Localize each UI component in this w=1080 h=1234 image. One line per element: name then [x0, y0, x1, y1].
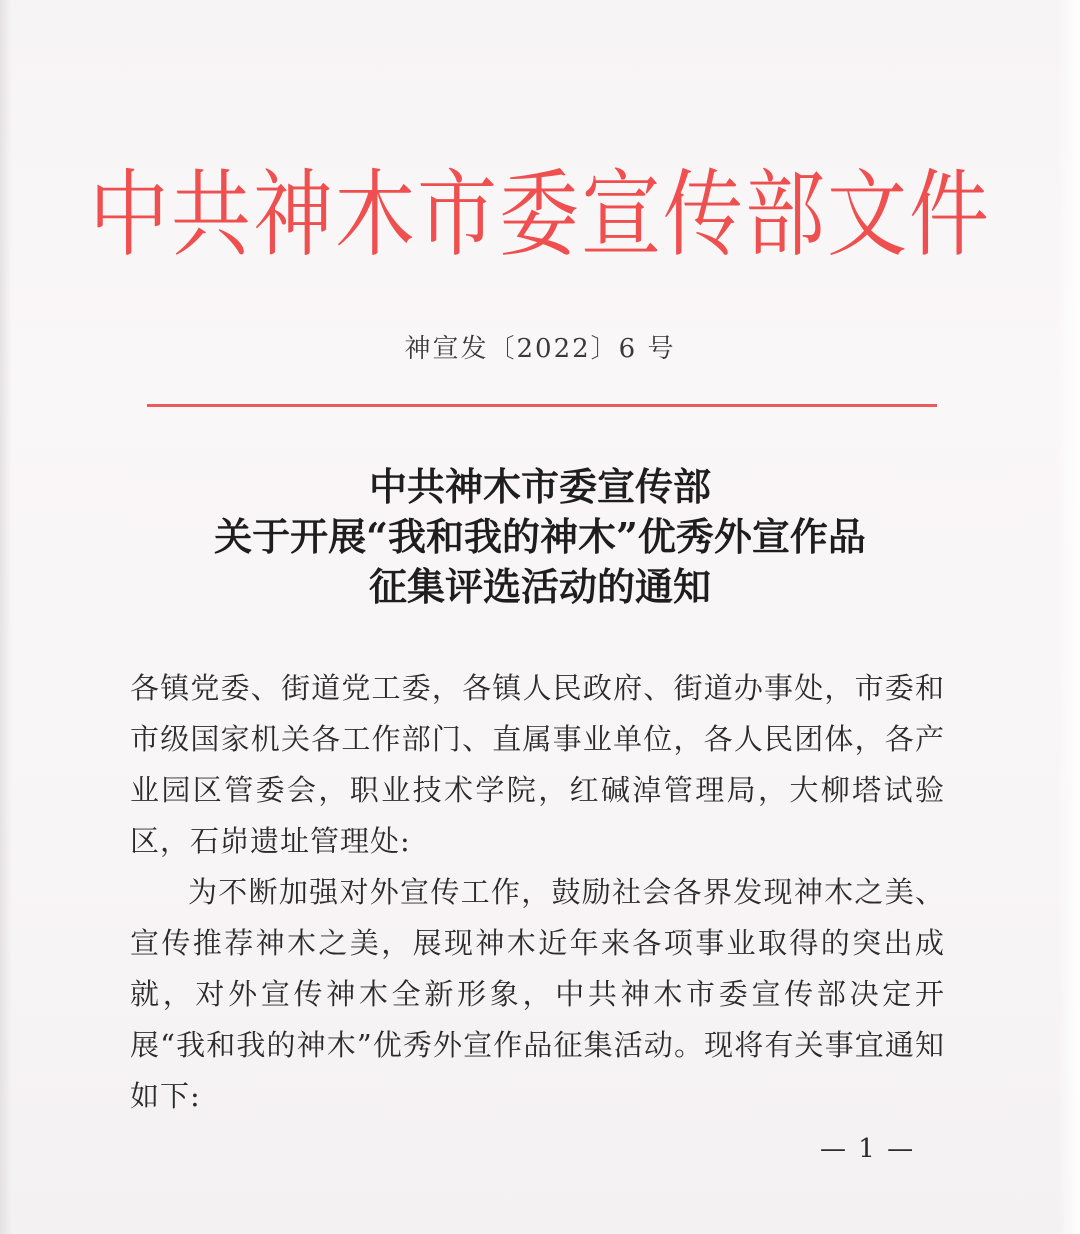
document-number: 神宣发〔2022〕6 号: [404, 334, 676, 364]
title-line-2: 关于开展“我和我的神木”优秀外宣作品: [214, 514, 866, 559]
notice-title: [0, 462, 1080, 612]
body-paragraph-1: 为不断加强对外宣传工作，鼓励社会各界发现神木之美、宣传推荐神木之美，展现神木近年来各项事业取得的突出成就，对外宣传神木全新形象，中共神木市委宣传部决定开展“我和我的神木”优秀外宣作品征集活动。现将有关事宜通知如下:: [130, 875, 945, 1113]
red-divider-line: [147, 404, 937, 407]
title-line-1: 中共神木市委宣传部: [368, 464, 711, 509]
document-masthead: 中共神木市委宣传部文件: [89, 159, 991, 270]
addressee-paragraph: 各镇党委、街道党工委，各镇人民政府、街道办事处，市委和市级国家机关各工作部门、直属事业单位，各人民团体，各产业园区管委会，职业技术学院，红碱淖管理局，大柳塔试验区，石峁遗址管理处:: [130, 671, 945, 858]
document-body: [130, 663, 945, 1122]
title-line-3: 征集评选活动的通知: [368, 564, 711, 609]
page-number: — 1 —: [820, 1134, 916, 1164]
